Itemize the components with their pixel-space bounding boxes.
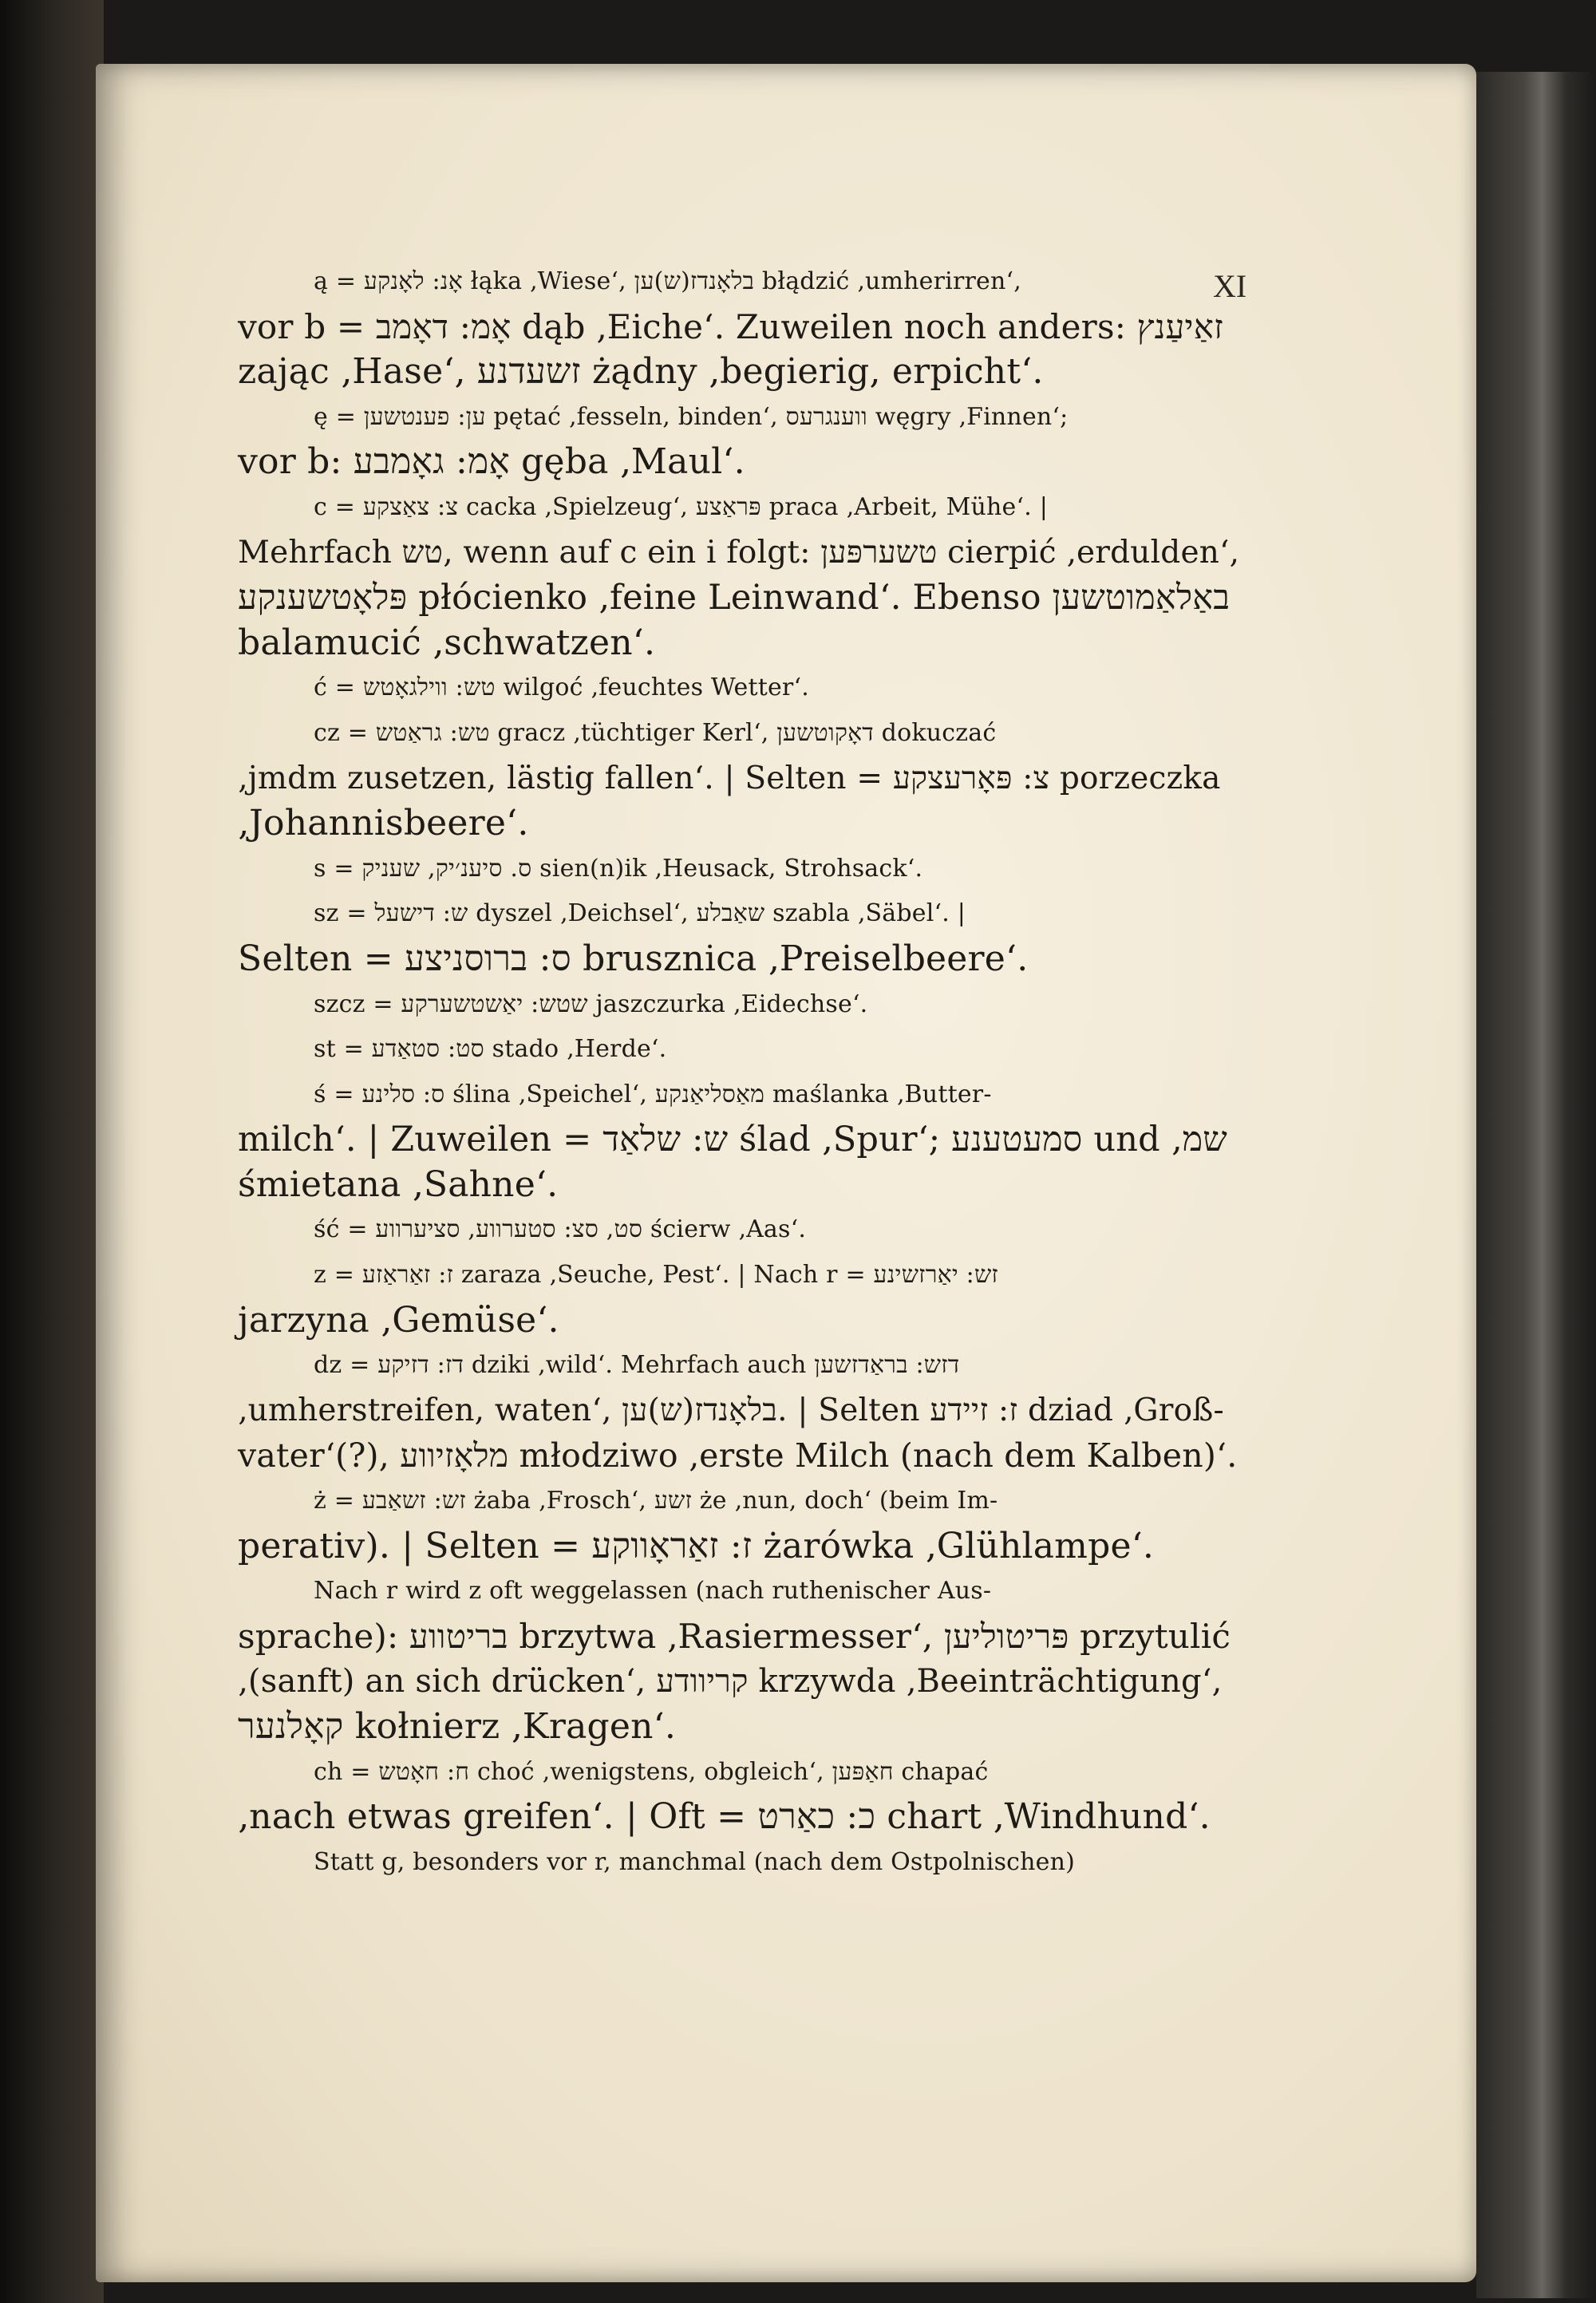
text-line: Selten = ס: ברוסניצע brusznica ‚Preiselbeere‘.	[238, 938, 1029, 979]
book-spine-shadow	[0, 0, 104, 2303]
text-line: c = צ: צאַצקע cacka ‚Spielzeug‘, פּראַצע praca ‚Arbeit, Mühe‘. |	[314, 492, 1049, 521]
text-line: sprache): בריטווע brzytwa ‚Rasiermesser‘, פּריטוליען przytulić	[238, 1616, 1231, 1656]
text-line: szcz = שטש: יאַשטשערקע jaszczurka ‚Eidechse‘.	[314, 990, 868, 1018]
page-number: XI	[1213, 268, 1247, 304]
text-line: Mehrfach טש, wenn auf c ein i folgt: טשערפּען cierpić ‚erdulden‘,	[238, 534, 1240, 571]
text-line: balamucić ‚schwatzen‘.	[238, 622, 656, 663]
text-line: ą = אָנ: לאָנקע łąka ‚Wiese‘, בלאָנדז(ש)ען błądzić ‚umherirren‘,	[314, 267, 1021, 295]
page-text	[238, 259, 1239, 1885]
text-line: Nach r wird z oft weggelassen (nach ruthenischer Aus-	[314, 1577, 992, 1606]
text-line: cz = טש: גראַטש gracz ‚tüchtiger Kerl‘, דאָקוטשען dokuczać	[314, 718, 997, 747]
text-line: vater‘(?), מלאָזיווע młodziwo ‚erste Milch (nach dem Kalben)‘.	[238, 1436, 1238, 1475]
text-line: קאָלנער kołnierz ‚Kragen‘.	[238, 1706, 677, 1747]
text-line: ‚Johannisbeere‘.	[238, 803, 529, 844]
text-line: ‚jmdm zusetzen, lästig fallen‘. | Selten = צ: פּאָרעצקע porzeczka	[238, 760, 1221, 796]
text-line: ść = סט, סצ: סטערווע, סציערווע ścierw ‚Aas‘.	[314, 1215, 807, 1244]
text-line: ś = ס: סלינע ślina ‚Speichel‘, מאַסליאַנקע maślanka ‚Butter-	[314, 1080, 992, 1108]
text-line: ‚nach etwas greifen‘. | Oft = כ: כאַרט chart ‚Windhund‘.	[238, 1796, 1211, 1838]
text-line: milch‘. | Zuweilen = ש: שלאַד ślad ‚Spur‘; סמעטענע und ‚שמ	[238, 1120, 1227, 1160]
text-line: vor b = אָמ: דאָמב dąb ‚Eiche‘. Zuweilen noch anders: זאַיעַנץ	[238, 306, 1224, 346]
text-line: z = ז: זאַראַזע zaraza ‚Seuche, Pest‘. | Nach r = זש: יאַרזשינע	[314, 1261, 998, 1290]
text-line: ‚umherstreifen, waten‘, בלאָנדז(ש)ען. | Selten ז: זיידע dziad ‚Groß-	[238, 1392, 1224, 1428]
text-line: jarzyna ‚Gemüse‘.	[238, 1299, 559, 1341]
text-line: ‚(sanft) an sich drücken‘, קריוודע krzywda ‚Beeinträchtigung‘,	[238, 1663, 1223, 1701]
text-line: s = ס. סיענ׳יק, שעניק sien(n)ik ‚Heusack, Strohsack‘.	[314, 854, 923, 883]
text-line: פּלאָטשענקע płócienko ‚feine Leinwand‘. Ebenso באַלאַמוטשען	[238, 578, 1231, 618]
text-line: ć = טש: ווילגאָטש wilgoć ‚feuchtes Wetter‘.	[314, 674, 809, 702]
text-line: Statt g, besonders vor r, manchmal (nach dem Ostpolnischen)	[314, 1847, 1076, 1876]
text-line: ę = ען: פענטשען pętać ‚fesseln, binden‘, ווענגרעס węgry ‚Finnen‘;	[314, 402, 1069, 431]
text-line: vor b: אָמ: גאָמבע gęba ‚Maul‘.	[238, 441, 745, 483]
text-line: zając ‚Hase‘, זשעדנע żądny ‚begierig, erpicht‘.	[238, 351, 1044, 393]
text-line: dz = דז: דזיקע dziki ‚wild‘. Mehrfach auch דזש: בראַדזשען	[314, 1351, 960, 1380]
text-line: ż = זש: זשאַבע żaba ‚Frosch‘, זשע że ‚nun, doch‘ (beim Im-	[314, 1487, 998, 1515]
book-edge	[1476, 72, 1596, 2298]
text-line: śmietana ‚Sahne‘.	[238, 1163, 559, 1205]
text-line: ch = ח: חאָטש choć ‚wenigstens, obgleich‘, חאַפּען chapać	[314, 1757, 989, 1786]
text-line: st = סט: סטאַדע stado ‚Herde‘.	[314, 1035, 667, 1064]
text-line: perativ). | Selten = ז: זאַראָווקע żarówka ‚Glühlampe‘.	[238, 1525, 1155, 1566]
text-line: sz = ש: דישעל dyszel ‚Deichsel‘, שאַבלע szabla ‚Säbel‘. |	[314, 899, 966, 928]
